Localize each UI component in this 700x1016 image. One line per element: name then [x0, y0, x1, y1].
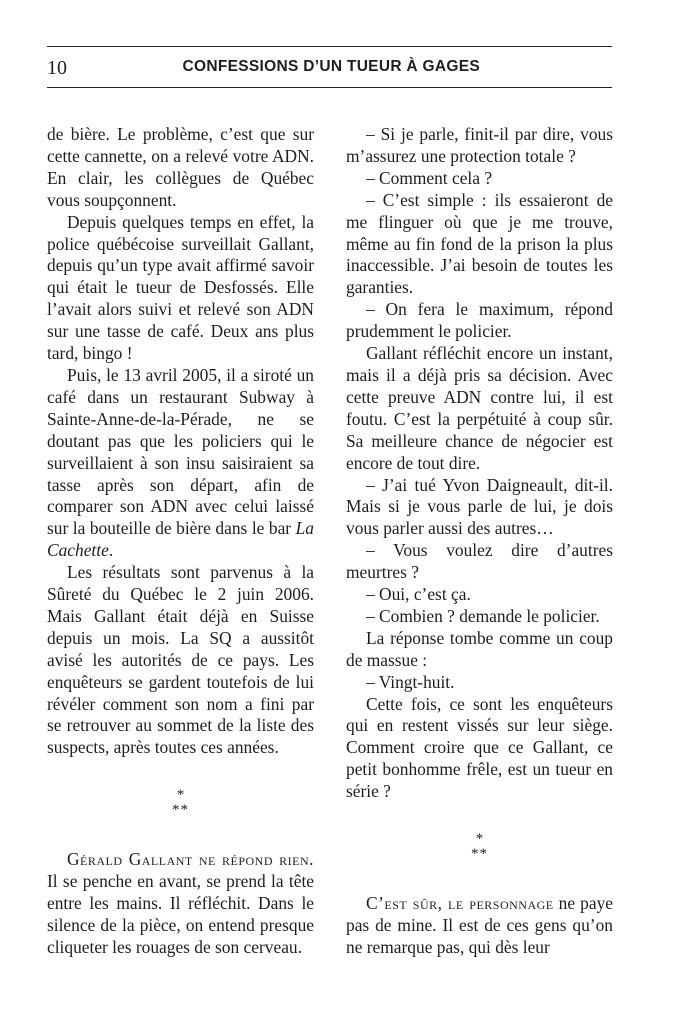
paragraph: Depuis quelques temps en effet, la police québécoise surveillait Gallant, depuis qu’un type avait affirmé savoir qui était le tueur de Desfossés. Elle l’avait alors suivi et relevé son ADN sur une tasse de café. Deux ans plus tard, bingo ! — [47, 211, 314, 364]
paragraph: Les résultats sont parvenus à la Sûreté du Québec le 2 juin 2006. Mais Gallant était déjà en Suisse depuis un mois. La SQ a aussitôt avisé les autorités de ce pays. Les enquêteurs se gardent toutefois de lui révéler comment son nom a fini par se retrouver au sommet de la liste des suspects, après toutes ces années. — [47, 562, 314, 758]
bar-name: La Cachette — [47, 518, 314, 561]
punctuation: . — [108, 540, 114, 561]
dialogue-line: – C’est simple : ils essaieront de me flinguer où que je me trouve, même au fin fond de la prison la plus inaccessible. J’ai besoin de toutes les garanties. — [346, 189, 613, 298]
asterism-bottom: ** — [471, 846, 488, 863]
section-opening-paragraph — [47, 849, 314, 959]
paragraph: La réponse tombe comme un coup de massue : — [346, 627, 613, 670]
paragraph — [47, 365, 314, 562]
asterism-top: * — [475, 831, 484, 848]
page-header — [47, 46, 612, 88]
paragraph-text: Puis, le 13 avril 2005, il a siroté un café dans un restaurant Subway à Sainte-Anne-de-la-Pérade, ne se doutant pas que les policiers qui le surveillaient à son insu saisiraient sa tasse après son départ, afin de comparer son ADN avec celui laissé sur la bouteille de bière dans le bar — [47, 364, 314, 539]
page-number: 10 — [47, 57, 67, 79]
dialogue-line: – Vingt-huit. — [366, 671, 455, 692]
dialogue-line: – Si je parle, finit-il par dire, vous m’assurez une protection totale ? — [346, 124, 613, 166]
section-opening-paragraph — [346, 893, 613, 959]
smallcaps-lead: C’est sûr, le personnage — [366, 893, 554, 914]
section-break-asterism — [47, 788, 314, 818]
dialogue-line: – Combien ? demande le policier. — [366, 605, 600, 626]
dialogue-line: – Oui, c’est ça. — [366, 584, 471, 605]
asterism-top: * — [176, 787, 185, 804]
paragraph: Gallant réfléchit encore un instant, mais il a déjà pris sa décision. Avec cette preuve ADN contre lui, il est foutu. C’est la perpétuité à coup sûr. Sa meilleure chance de négocier est encore de tout dire. — [346, 343, 613, 473]
paragraph-text: Il se penche en avant, se prend la tête entre les mains. Il réfléchit. Dans le silence de la pièce, on entend presque cliqueter les rouages de son cerveau. — [47, 871, 314, 957]
asterism-bottom: ** — [172, 802, 189, 819]
dialogue-line: – J’ai tué Yvon Daigneault, dit-il. Mais si je vous parle de lui, je dois vous parler aussi des autres… — [346, 474, 613, 539]
right-column — [346, 124, 613, 959]
paragraph-text: ne paye pas de mine. Il est de ces gens qu’on ne remarque pas, qui dès leur — [346, 893, 613, 957]
dialogue-line: – Comment cela ? — [366, 167, 493, 188]
smallcaps-lead: Gérald Gallant ne répond rien. — [67, 849, 314, 870]
dialogue-line: – Vous voulez dire d’autres meurtres ? — [346, 540, 613, 583]
section-break-asterism — [346, 832, 613, 862]
dialogue-line: – On fera le maximum, répond prudemment le policier. — [346, 299, 613, 342]
paragraph: Cette fois, ce sont les enquêteurs qui en restent vissés sur leur siège. Comment croire que ce Gallant, ce petit bonhomme frêle, est un tueur en série ? — [346, 693, 613, 802]
paragraph: de bière. Le problème, c’est que sur cette cannette, on a relevé votre ADN. En clair, les collègues de Québec vous soupçonnent. — [47, 124, 314, 210]
left-column — [47, 124, 314, 959]
running-title: CONFESSIONS D’UN TUEUR À GAGES — [182, 58, 480, 75]
